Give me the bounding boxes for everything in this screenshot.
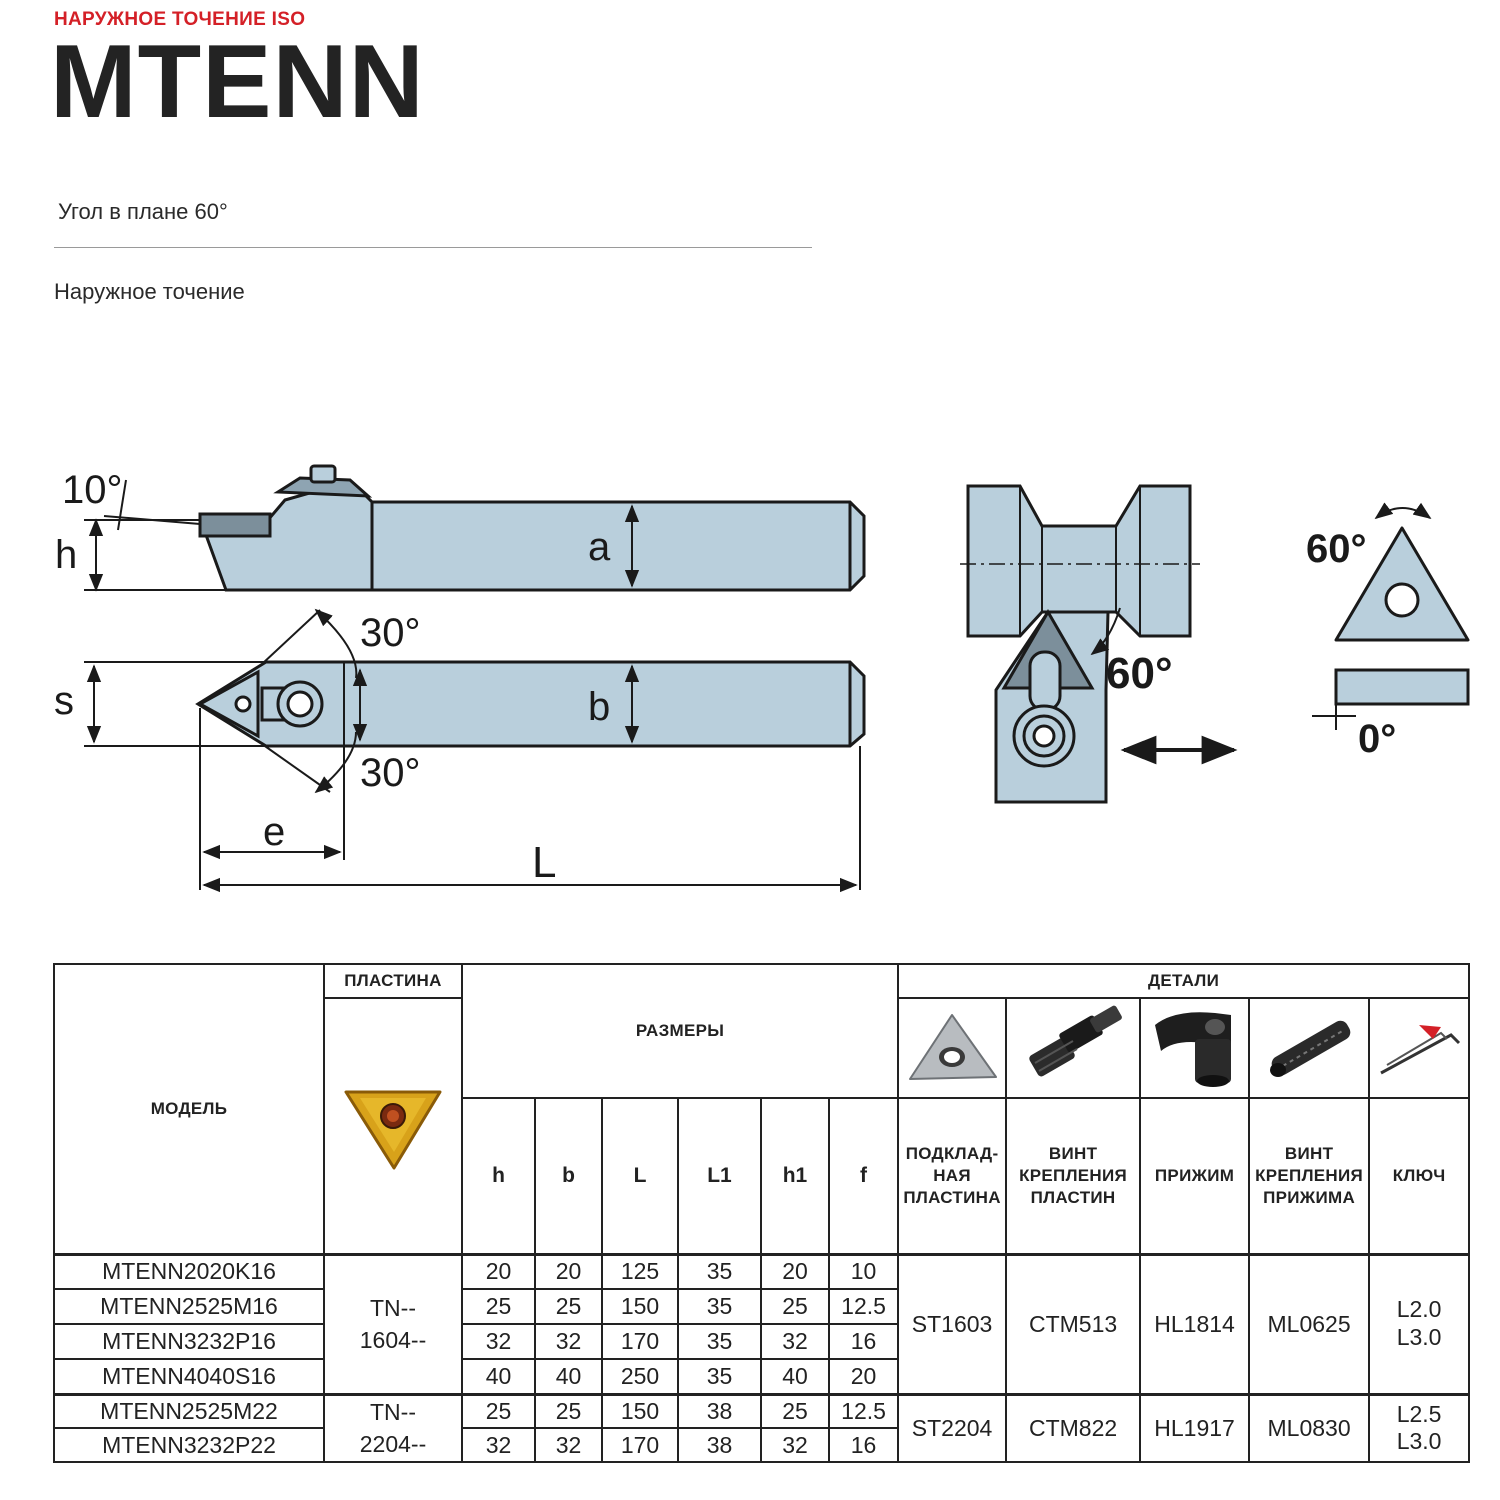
cell-b: 25 bbox=[535, 1394, 602, 1428]
cell-f: 12.5 bbox=[829, 1289, 898, 1324]
cell-h1: 25 bbox=[761, 1289, 829, 1324]
cell-L1: 35 bbox=[678, 1359, 761, 1394]
label-angle-60-mid: 60° bbox=[1106, 649, 1173, 698]
clamp-screw-image-cell bbox=[1249, 998, 1369, 1098]
cell-model: MTENN4040S16 bbox=[54, 1359, 324, 1394]
cell-L1: 35 bbox=[678, 1324, 761, 1359]
col-b: b bbox=[535, 1098, 602, 1254]
cell-shim: ST2204 bbox=[898, 1394, 1006, 1462]
cell-h: 20 bbox=[462, 1254, 535, 1289]
cell-insert: TN-- 1604-- bbox=[324, 1254, 462, 1394]
col-clamp-screw: ВИНТ КРЕПЛЕНИЯ ПРИЖИМА bbox=[1249, 1098, 1369, 1254]
clamp-image-cell bbox=[1140, 998, 1249, 1098]
cell-L: 125 bbox=[602, 1254, 678, 1289]
cell-L: 250 bbox=[602, 1359, 678, 1394]
cell-insert-screw: CTM513 bbox=[1006, 1254, 1140, 1394]
cell-h: 40 bbox=[462, 1359, 535, 1394]
cell-h: 25 bbox=[462, 1289, 535, 1324]
cell-L: 170 bbox=[602, 1324, 678, 1359]
cell-L1: 38 bbox=[678, 1394, 761, 1428]
cell-key: L2.0 L3.0 bbox=[1369, 1254, 1469, 1394]
col-L1: L1 bbox=[678, 1098, 761, 1254]
key-image-cell bbox=[1369, 998, 1469, 1098]
insert-screw-image-cell bbox=[1006, 998, 1140, 1098]
header-model: МОДЕЛЬ bbox=[54, 964, 324, 1254]
cell-key: L2.5 L3.0 bbox=[1369, 1394, 1469, 1462]
label-L: L bbox=[532, 838, 557, 887]
cell-h1: 40 bbox=[761, 1359, 829, 1394]
label-angle-60-insert: 60° bbox=[1306, 527, 1367, 571]
table-row bbox=[54, 1254, 1469, 1289]
cell-b: 40 bbox=[535, 1359, 602, 1394]
clamp-icon bbox=[1145, 1003, 1245, 1093]
shim-icon bbox=[902, 1007, 1002, 1089]
cell-L: 170 bbox=[602, 1428, 678, 1462]
cell-f: 16 bbox=[829, 1324, 898, 1359]
subtitle-angle: Угол в плане 60° bbox=[58, 199, 228, 224]
col-key: КЛЮЧ bbox=[1369, 1098, 1469, 1254]
cell-b: 25 bbox=[535, 1289, 602, 1324]
cell-h: 25 bbox=[462, 1394, 535, 1428]
cell-clamp: HL1917 bbox=[1140, 1394, 1249, 1462]
cell-L1: 35 bbox=[678, 1289, 761, 1324]
cell-L1: 35 bbox=[678, 1254, 761, 1289]
technical-drawing bbox=[0, 440, 1500, 910]
cell-insert-screw: CTM822 bbox=[1006, 1394, 1140, 1462]
label-b: b bbox=[588, 685, 611, 729]
cell-f: 10 bbox=[829, 1254, 898, 1289]
cell-L: 150 bbox=[602, 1289, 678, 1324]
col-clamp: ПРИЖИМ bbox=[1140, 1098, 1249, 1254]
cell-b: 32 bbox=[535, 1324, 602, 1359]
header-dimensions: РАЗМЕРЫ bbox=[462, 964, 898, 1098]
insert-screw-icon bbox=[1013, 1003, 1133, 1093]
cell-model: MTENN2525M22 bbox=[54, 1394, 324, 1428]
col-f: f bbox=[829, 1098, 898, 1254]
cell-h: 32 bbox=[462, 1428, 535, 1462]
cell-b: 20 bbox=[535, 1254, 602, 1289]
cell-h1: 32 bbox=[761, 1428, 829, 1462]
cell-h1: 25 bbox=[761, 1394, 829, 1428]
label-angle-0: 0° bbox=[1358, 717, 1397, 761]
divider bbox=[54, 247, 812, 248]
label-a: a bbox=[588, 525, 611, 569]
page-title: MTENN bbox=[50, 24, 425, 140]
cell-model: MTENN2020K16 bbox=[54, 1254, 324, 1289]
shim-image-cell bbox=[898, 998, 1006, 1098]
col-L: L bbox=[602, 1098, 678, 1254]
col-h1: h1 bbox=[761, 1098, 829, 1254]
insert-icon bbox=[338, 1076, 448, 1176]
label-e: e bbox=[263, 810, 286, 854]
workpiece-view bbox=[960, 486, 1234, 802]
cell-insert: TN-- 2204-- bbox=[324, 1394, 462, 1462]
col-insert-screw: ВИНТ КРЕПЛЕНИЯ ПЛАСТИН bbox=[1006, 1098, 1140, 1254]
cell-model: MTENN3232P22 bbox=[54, 1428, 324, 1462]
cell-f: 12.5 bbox=[829, 1394, 898, 1428]
section-kicker: НАРУЖНОЕ ТОЧЕНИЕ ISO bbox=[54, 9, 306, 30]
cell-clamp-screw: ML0830 bbox=[1249, 1394, 1369, 1462]
cell-L: 150 bbox=[602, 1394, 678, 1428]
spec-table bbox=[53, 963, 1470, 1463]
cell-h: 32 bbox=[462, 1324, 535, 1359]
cell-L1: 38 bbox=[678, 1428, 761, 1462]
cell-clamp: HL1814 bbox=[1140, 1254, 1249, 1394]
cell-shim: ST1603 bbox=[898, 1254, 1006, 1394]
top-view bbox=[84, 610, 864, 890]
header-details: ДЕТАЛИ bbox=[898, 964, 1469, 998]
cell-clamp-screw: ML0625 bbox=[1249, 1254, 1369, 1394]
clamp-screw-icon bbox=[1254, 1008, 1364, 1088]
label-angle-10: 10° bbox=[62, 468, 123, 512]
side-view bbox=[84, 466, 864, 590]
subtitle-operation: Наружное точение bbox=[54, 279, 245, 304]
table-row bbox=[54, 1394, 1469, 1428]
cell-model: MTENN3232P16 bbox=[54, 1324, 324, 1359]
label-angle-30-top: 30° bbox=[360, 611, 421, 655]
label-s: s bbox=[54, 679, 74, 723]
header-insert: ПЛАСТИНА bbox=[324, 964, 462, 998]
cell-b: 32 bbox=[535, 1428, 602, 1462]
col-shim: ПОДКЛАД- НАЯ ПЛАСТИНА bbox=[898, 1098, 1006, 1254]
cell-f: 20 bbox=[829, 1359, 898, 1394]
cell-h1: 20 bbox=[761, 1254, 829, 1289]
label-h: h bbox=[55, 533, 78, 577]
cell-h1: 32 bbox=[761, 1324, 829, 1359]
label-angle-30-bottom: 30° bbox=[360, 751, 421, 795]
col-h: h bbox=[462, 1098, 535, 1254]
key-icon bbox=[1371, 1013, 1467, 1083]
cell-model: MTENN2525M16 bbox=[54, 1289, 324, 1324]
insert-image-cell bbox=[324, 998, 462, 1254]
cell-f: 16 bbox=[829, 1428, 898, 1462]
